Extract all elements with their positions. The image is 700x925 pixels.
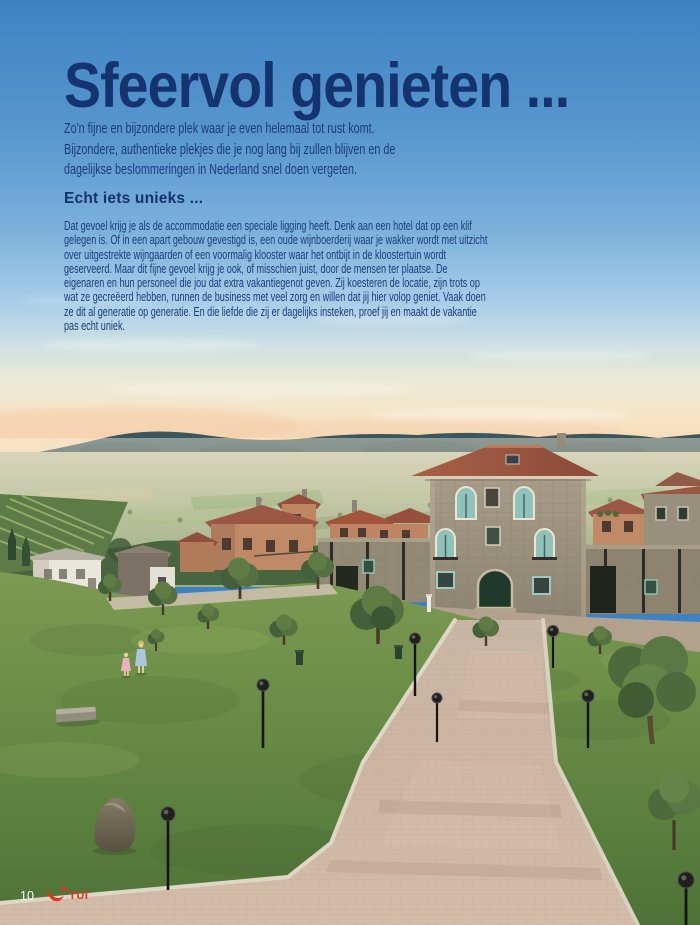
- intro-line: dagelijkse beslommeringen in Nederland snel doen vergeten.: [64, 161, 357, 178]
- tui-smile-icon: [44, 885, 67, 906]
- section-heading: Echt iets unieks ...: [64, 190, 204, 207]
- villa-entrance-door: [478, 570, 512, 608]
- page-number: 10: [20, 889, 34, 903]
- tui-logo: [44, 885, 89, 906]
- intro-line: Bijzondere, authentieke plekjes die je nog lang bij zullen blijven en de: [64, 140, 396, 158]
- section-body: Dat gevoel krijg je als de accommodatie een speciale ligging heeft. Denk aan een hotel dat op een klif gelegen is. Of in een apart gebouw gevestigd is, een oude wijnboerderij waar je wakker wordt met uitzicht over uitgestrekte wijngaarden of een voormalig klooster waar het ontbijt in de kloostertuin wordt geserveerd. Maar dit fijne gevoel krijg je ook, of misschien juist, door de mensen ter plaatse. De eigenaren en hun personeel die jou dat extra vakantiegenot geven. Zij koesteren de locatie, zijn trots op wat ze gecreëerd hebben, runnen de business met veel zorg en willen dat jij hier volop geniet. Vaak doen ze dit al generatie op generatie. En die liefde die zij er dagelijks insteken, proef jij en maakt de vakantie pas echt uniek.: [64, 219, 488, 334]
- intro-line: Zo'n fijne en bijzondere plek waar je even helemaal tot rust komt.: [64, 120, 375, 137]
- tui-wordmark: TUI: [69, 889, 89, 902]
- intro-text: [64, 119, 395, 181]
- page-title: Sfeervol genieten ...: [64, 51, 570, 121]
